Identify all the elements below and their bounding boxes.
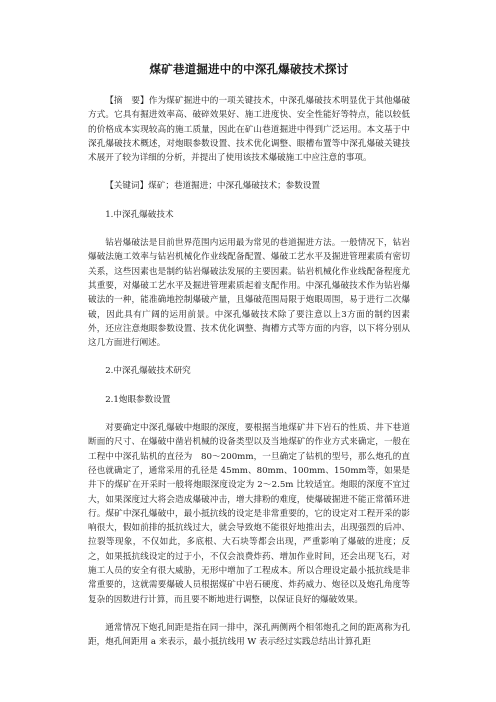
spacer [88, 194, 410, 208]
document-title: 煤矿巷道掘进中的中深孔爆破技术探讨 [149, 62, 349, 76]
spacer [88, 379, 410, 393]
document-page [88, 62, 410, 650]
section-1-paragraph: 钻岩爆破法是目前世界范围内运用最为常见的巷道掘进方法。一般情况下，钻岩爆破法施工效率与钻岩机械化作业线配备配置、爆破工艺水平及掘进管理素质有密切关系，这些因素也是制约钻岩爆破法发展的主要因素。钻岩机械化作业线配备程度尤其重要，对爆破工艺水平及掘进管理素质起着支配作用。中深孔爆破技术作为钻岩爆破法的一种，能准确地控制爆破产量，且爆破范围局限于炮眼周围，易于进行二次爆破，因此具有广阔的运用前景。中深孔爆破技术除了要注意以上3方面的制约因素外，还应注意炮眼参数设置、技术优化调整、掏槽方式等方面的内容，以下将分别从这几方面进行阐述。 [88, 238, 410, 349]
spacer [88, 350, 410, 364]
spacer [88, 165, 410, 179]
section-2-1-paragraph-1: 对要确定中深孔爆破中炮眼的深度，要根据当地煤矿井下岩石的性质、井下巷道断面的尺寸、在爆破中凿岩机械的设备类型以及当地煤矿的作业方式来确定，一般在工程中中深孔钻机的直径为 80～200mm，一旦确定了钻机的型号，那么炮孔的直径也就确定了，通常采用的孔径是 45mm、80mm、100mm、150mm等，如果是井下的煤矿在开采时一般将炮眼深度设定为 2～2.5m 比较适宜。炮眼的深度不宜过大，如果深度过大将会造成爆破冲击，增大排粉的难度，使爆破掘进不能正常循环进行。煤矿中深孔爆破中，最小抵抗线的设定是非常重要的，它的设定对工程开采的影响很大，假如前排的抵抗线过大，就会导致炮不能很好地推出去，出现强烈的后冲、拉裂等现象，不仅如此，多底根、大石块等都会出现，严重影响了爆破的进度；反之，如果抵抗线设定的过于小，不仅会浪费炸药、增加作业时间，还会出现飞石，对施工人员的安全有很大威胁，无形中增加了工程成本。所以合理设定最小抵抗线是非常重要的，这就需要爆破人员根据煤矿中岩石硬度、炸药威力、炮径以及炮孔角度等复杂的因数进行计算，而且要不断地进行调整，以保证良好的爆破效果。 [88, 423, 410, 605]
spacer [88, 407, 410, 421]
section-2-1-paragraph-2: 通常情况下炮孔间距是指在同一排中，深孔两侧两个相邻炮孔之间的距离称为孔距，炮孔间距用 a 来表示，最小抵抗线用 W 表示经过实践总结出计算孔距 [88, 622, 410, 648]
keywords-paragraph: 【关键词】煤矿；巷道掘进；中深孔爆破技术；参数设置 [105, 181, 321, 192]
section-2-1-heading: 2.1炮眼参数设置 [105, 394, 171, 405]
abstract-paragraph: 【摘 要】作为煤矿掘进中的一项关键技术，中深孔爆破技术明显优于其他爆破方式。它具有掘进效率高、破碎效果好、施工进度快、安全性能好等特点，能以较低的价格成本实现较高的施工质量，因此在矿山巷道掘进中得到广泛运用。本文基于中深孔爆破技术概述，对炮眼参数设置、技术优化调整、眼槽布置等中深孔爆破关键技术展开了较为详细的分析，并提出了使用该技术爆破施工中应注意的事项。 [88, 96, 410, 164]
section-2-heading: 2.中深孔爆破技术研究 [105, 366, 191, 377]
spacer [88, 607, 410, 621]
section-1-heading: 1.中深孔爆破技术 [105, 209, 174, 220]
spacer [88, 222, 410, 236]
